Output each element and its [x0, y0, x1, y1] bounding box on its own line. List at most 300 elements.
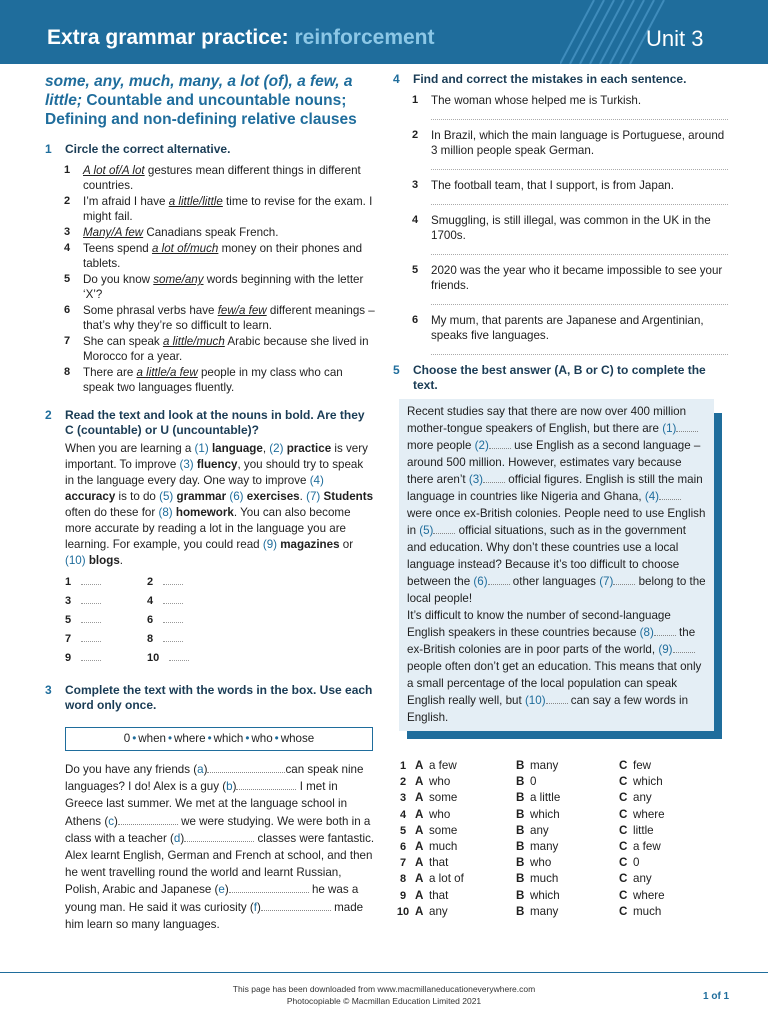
- sentence-text: In Brazil, which the main language is Portuguese, around 3 million people speak German.: [431, 129, 725, 157]
- page-header: [0, 0, 768, 64]
- answer-blank: [163, 622, 183, 623]
- option-letter: A: [415, 807, 424, 821]
- option-letter: C: [619, 791, 628, 805]
- option-text: a few: [633, 839, 661, 853]
- option-letter: A: [415, 888, 424, 902]
- text-run: ,: [262, 442, 270, 455]
- correction-line: [431, 158, 728, 170]
- option-a: [413, 889, 516, 902]
- option-text: 0: [530, 775, 537, 789]
- text-run: is very important. To improve: [65, 442, 368, 471]
- text-run: other languages: [509, 575, 600, 588]
- text-run: he was a young man. He said it was curiosity (: [65, 883, 359, 914]
- item-number: 10: [396, 905, 410, 918]
- option-text: any: [633, 791, 652, 805]
- option-text: a few: [429, 759, 457, 772]
- answer-blank: [546, 694, 568, 704]
- answer-option-row: [393, 872, 728, 888]
- exercise-number: 1: [45, 142, 52, 156]
- text-paragraph: [407, 403, 706, 607]
- item-number: 7: [399, 857, 407, 870]
- item-number: 10: [147, 652, 160, 664]
- option-a: [413, 872, 516, 885]
- item-text-after: different meanings – that’s why they’re so difficult to learn.: [83, 304, 375, 332]
- option-text: little: [633, 823, 654, 837]
- correction-line: [431, 343, 728, 355]
- option-text: who: [429, 807, 451, 821]
- option-a: [413, 759, 516, 772]
- item-number: 5: [399, 824, 407, 837]
- gap-number: f: [253, 900, 258, 914]
- item-number: 5: [64, 273, 71, 285]
- correction-line: [431, 193, 728, 205]
- text-run: .: [299, 490, 307, 503]
- answer-blank: [81, 660, 101, 661]
- option-b: [516, 808, 619, 821]
- item-number: 8: [399, 873, 407, 886]
- answer-blank: [659, 490, 681, 500]
- option-b: [516, 791, 619, 804]
- exercise-instruction: Complete the text with the words in the box. Use each word only once.: [65, 683, 373, 712]
- footer-download-note: This page has been downloaded from www.macmillaneducationeverywhere.com: [232, 984, 536, 994]
- gap-number: (1): [194, 442, 209, 455]
- option-c: [619, 824, 709, 837]
- gap-number: (6): [473, 575, 488, 588]
- exercise-instruction: Circle the correct alternative.: [65, 142, 231, 156]
- item-number: 3: [65, 595, 72, 607]
- item-number: 9: [399, 889, 407, 902]
- answer-blank: [236, 780, 296, 790]
- item-number: 8: [147, 633, 154, 645]
- item-text-after: gestures mean different things in different countries.: [83, 164, 361, 192]
- answer-blank: [654, 626, 676, 636]
- gap-number: (6): [229, 490, 244, 503]
- exercise-1-heading: [45, 142, 375, 157]
- exercise-5-heading: [393, 363, 728, 393]
- sentence-text: The football team, that I support, is from Japan.: [431, 179, 674, 192]
- text-run: more people: [407, 439, 475, 452]
- text-run: ): [232, 780, 237, 794]
- answer-blank: [488, 575, 510, 585]
- option-text: any: [633, 872, 652, 886]
- item-text-after: time to revise for the exam. I might fail.: [83, 195, 373, 223]
- gap-number: e: [218, 883, 225, 897]
- option-text: many: [530, 904, 559, 918]
- list-item: [393, 93, 728, 108]
- option-letter: A: [415, 839, 424, 853]
- list-item: [45, 365, 375, 395]
- option-letter: C: [619, 856, 628, 870]
- text-run: can say a few words in English.: [407, 694, 689, 724]
- gap-number: (10): [65, 554, 86, 567]
- option-text: that: [429, 888, 449, 902]
- text-paragraph: [407, 607, 706, 726]
- option-b: [516, 872, 619, 885]
- item-number: 4: [64, 242, 71, 254]
- item-number: 2: [399, 776, 407, 789]
- exercise-2-heading: [45, 408, 375, 438]
- answer-blank: [81, 622, 101, 623]
- option-c: [619, 840, 709, 853]
- option-b: [516, 824, 619, 837]
- option-c: [619, 759, 709, 772]
- gap-number: (9): [658, 643, 673, 656]
- answer-row: [65, 652, 375, 671]
- option-text: where: [633, 888, 665, 902]
- list-item: [393, 128, 728, 158]
- option-letter: A: [415, 759, 424, 772]
- exercise-3-text: [45, 761, 375, 933]
- answer-cell: [147, 652, 229, 671]
- word-option: when: [138, 732, 166, 745]
- answer-cell: [147, 576, 229, 595]
- gap-number: (3): [468, 473, 484, 486]
- option-text: who: [429, 775, 451, 789]
- answer-option-row: [393, 791, 728, 807]
- option-letter: C: [619, 807, 628, 821]
- page-number: 1 of 1: [703, 991, 730, 1002]
- right-column: [393, 72, 728, 921]
- answer-option-row: [393, 808, 728, 824]
- option-letter: A: [415, 872, 424, 886]
- option-letter: C: [619, 904, 628, 918]
- option-b: [516, 856, 619, 869]
- option-text: who: [530, 856, 552, 870]
- option-letter: B: [516, 775, 525, 789]
- option-b: [516, 759, 619, 772]
- bold-noun: Students: [320, 490, 374, 503]
- option-c: [619, 791, 709, 804]
- footer: [0, 983, 768, 1007]
- exercise-number: 3: [45, 683, 52, 697]
- answer-option-row: [393, 775, 728, 791]
- option-c: [619, 889, 709, 902]
- section-title-rest: Countable and uncountable nouns; Defining and non-defining relative clauses: [45, 92, 357, 128]
- option-letter: B: [516, 872, 525, 886]
- option-letter: B: [516, 823, 525, 837]
- answer-cell: [65, 633, 147, 652]
- option-c: [619, 856, 709, 869]
- exercise-5-text-box: [399, 399, 714, 731]
- option-letter: B: [516, 839, 525, 853]
- gap-number: c: [108, 814, 114, 828]
- item-text-after: words beginning with the letter ‘X’?: [83, 273, 364, 301]
- option-text: where: [633, 807, 665, 821]
- option-text: much: [429, 839, 458, 853]
- item-number: 8: [64, 366, 71, 378]
- alternative-options: a little/a few: [136, 366, 198, 379]
- word-option: whose: [280, 732, 315, 745]
- gap-number: d: [173, 831, 181, 845]
- item-number: 6: [412, 314, 419, 326]
- option-letter: A: [415, 823, 424, 837]
- list-item: [45, 334, 375, 364]
- gap-number: (2): [474, 439, 489, 452]
- text-run: ): [224, 883, 229, 897]
- option-b: [516, 775, 619, 788]
- gap-number: (4): [309, 474, 324, 487]
- header-title-main: Extra grammar practice:: [47, 26, 289, 49]
- option-letter: B: [516, 888, 525, 902]
- left-column: [45, 72, 375, 933]
- list-item: [45, 225, 375, 240]
- footer-copyright: Photocopiable © Macmillan Education Limited 2021: [286, 996, 482, 1006]
- list-item: [393, 313, 728, 343]
- text-run: use English as a second language – around 500 million. However, estimates vary because there aren’t: [407, 439, 701, 486]
- item-number: 2: [147, 576, 154, 588]
- text-run: When you are learning a: [65, 442, 195, 455]
- exercise-1-items: [45, 163, 375, 395]
- item-number: 3: [412, 179, 419, 191]
- exercise-5-answer-options: [393, 759, 728, 921]
- answer-blank: [489, 439, 511, 449]
- text-run: we were studying. We were both in a class with a teacher (: [65, 814, 371, 845]
- item-text-after: money on their phones and tablets.: [83, 242, 363, 270]
- option-letter: C: [619, 872, 628, 886]
- item-number: 1: [399, 760, 407, 772]
- sentence-text: My mum, that parents are Japanese and Argentinian, speaks five languages.: [431, 314, 704, 342]
- gap-number: a: [197, 763, 204, 776]
- bold-noun: grammar: [173, 490, 227, 503]
- alternative-options: Many/A few: [83, 226, 144, 239]
- text-run: classes were fantastic. Alex learnt English, German and French at school, and then he went travelling round the world and learnt Russian, Polish, Arabic and Japanese (: [65, 831, 375, 897]
- option-text: a lot of: [429, 872, 464, 886]
- list-item: [45, 194, 375, 224]
- answer-cell: [147, 614, 229, 633]
- option-text: which: [530, 807, 560, 821]
- list-item: [45, 272, 375, 302]
- option-letter: A: [415, 791, 424, 805]
- gap-number: (8): [158, 506, 173, 519]
- answer-blank: [676, 422, 698, 432]
- sentence-text: Smuggling, is still illegal, was common in the UK in the 1700s.: [431, 214, 711, 242]
- answer-blank: [81, 641, 101, 642]
- word-box: [65, 727, 373, 751]
- item-number: 3: [64, 226, 71, 238]
- answer-cell: [65, 614, 147, 633]
- gap-number: (3): [179, 458, 194, 471]
- item-number: 2: [64, 195, 71, 207]
- item-text-before: Do you know: [83, 273, 154, 286]
- bold-noun: exercises: [243, 490, 300, 503]
- text-run: often do these for: [65, 506, 159, 519]
- answer-blank: [81, 603, 101, 604]
- item-number: 1: [412, 94, 419, 106]
- correction-line: [431, 108, 728, 120]
- bold-noun: blogs: [85, 554, 120, 567]
- bold-noun: practice: [283, 442, 332, 455]
- answer-blank: [229, 883, 309, 893]
- answer-blank: [207, 763, 285, 773]
- unit-label: Unit 3: [646, 26, 704, 51]
- answer-row: [65, 614, 375, 633]
- answer-option-row: [393, 905, 728, 921]
- answer-blank: [483, 473, 505, 483]
- alternative-options: few/a few: [217, 304, 267, 317]
- text-run: official figures. English is still the main language in countries like Nigeria and Ghana,: [407, 473, 703, 503]
- option-text: much: [530, 872, 559, 886]
- option-letter: C: [619, 888, 628, 902]
- option-letter: B: [516, 807, 525, 821]
- bold-noun: accuracy: [65, 490, 116, 503]
- item-number: 1: [64, 164, 71, 176]
- answer-option-row: [393, 759, 728, 775]
- answer-blank: [184, 832, 254, 842]
- item-number: 6: [147, 614, 154, 626]
- answer-cell: [65, 652, 147, 671]
- gap-number: (5): [159, 490, 174, 503]
- option-text: some: [429, 823, 458, 837]
- alternative-options: some/any: [153, 273, 204, 286]
- text-run: ): [113, 814, 118, 828]
- option-letter: B: [516, 791, 525, 805]
- option-letter: A: [415, 904, 424, 918]
- word-option: 0: [123, 732, 131, 745]
- exercise-2-answer-grid: [45, 576, 375, 671]
- list-item: [45, 303, 375, 333]
- option-a: [413, 775, 516, 788]
- option-text: a little: [530, 791, 561, 805]
- text-run: I met in Greece last summer. We met at the language school in Athens (: [65, 780, 348, 828]
- word-option: who: [251, 732, 273, 745]
- text-run: Do you have any friends (: [65, 763, 198, 776]
- option-text: which: [530, 888, 560, 902]
- option-letter: A: [415, 775, 424, 789]
- option-b: [516, 889, 619, 902]
- option-a: [413, 824, 516, 837]
- answer-cell: [65, 576, 147, 595]
- answer-blank: [261, 901, 331, 911]
- text-run: is to do: [115, 490, 160, 503]
- exercise-2-text: [45, 441, 375, 569]
- item-number: 5: [65, 614, 72, 626]
- exercise-number: 2: [45, 408, 52, 422]
- header-title: [47, 26, 435, 50]
- section-title-italic: some, any, much, many, a lot (of), a few, a little;: [45, 73, 353, 109]
- separator-dot: •: [167, 732, 173, 745]
- separator-dot: •: [245, 732, 250, 745]
- exercise-3-heading: [45, 683, 375, 713]
- option-letter: B: [516, 759, 525, 772]
- exercise-4-heading: [393, 72, 728, 87]
- answer-blank: [163, 603, 183, 604]
- option-letter: A: [415, 856, 424, 870]
- text-run: . You can also become more accurate by reading a lot in the language you are learning. For example, you could read: [65, 506, 351, 551]
- option-letter: B: [516, 904, 525, 918]
- exercise-instruction: Read the text and look at the nouns in bold. Are they C (countable) or U (uncountable)?: [65, 408, 365, 437]
- option-text: 0: [633, 856, 640, 870]
- item-number: 3: [399, 792, 407, 805]
- gap-number: (4): [644, 490, 659, 503]
- item-number: 9: [65, 652, 72, 664]
- word-option: where: [174, 732, 206, 745]
- exercise-4-items: [393, 93, 728, 355]
- text-run: Recent studies say that there are now over 400 million mother-tongue speakers of English, but there are: [407, 405, 687, 435]
- text-run: , you should try to speak in the language every day. One way to improve: [65, 458, 364, 487]
- item-number: 5: [412, 264, 419, 276]
- option-text: any: [530, 823, 549, 837]
- option-a: [413, 791, 516, 804]
- option-text: few: [633, 759, 652, 772]
- answer-blank: [81, 584, 101, 585]
- exercise-instruction: Find and correct the mistakes in each sentence.: [413, 72, 687, 86]
- text-run: belong to the local people!: [407, 575, 706, 605]
- bold-noun: language: [208, 442, 263, 455]
- answer-cell: [147, 633, 229, 652]
- answer-blank: [433, 524, 455, 534]
- answer-row: [65, 595, 375, 614]
- answer-blank: [163, 584, 183, 585]
- option-a: [413, 808, 516, 821]
- list-item: [393, 213, 728, 243]
- bold-noun: magazines: [277, 538, 340, 551]
- item-text-before: Some phrasal verbs have: [83, 304, 218, 317]
- item-number: 4: [412, 214, 419, 226]
- option-text: that: [429, 856, 449, 870]
- option-text: some: [429, 791, 458, 805]
- option-text: which: [633, 775, 663, 789]
- item-text-after: Canadians speak French.: [143, 226, 279, 239]
- answer-blank: [613, 575, 635, 585]
- correction-line: [431, 243, 728, 255]
- answer-option-row: [393, 856, 728, 872]
- answer-row: [65, 576, 375, 595]
- item-text-before: There are: [83, 366, 137, 379]
- option-text: any: [429, 904, 448, 918]
- gap-number: (1): [662, 422, 677, 435]
- correction-line: [431, 293, 728, 305]
- option-c: [619, 872, 709, 885]
- list-item: [393, 263, 728, 293]
- text-run: people often don’t get an education. This means that only a small percentage of the local population can speak English really well, but: [407, 660, 702, 707]
- item-number: 6: [399, 840, 407, 853]
- bold-noun: fluency: [193, 458, 238, 471]
- text-run: It’s difficult to know the number of second-language English speakers in these countries because: [407, 609, 671, 639]
- item-text-after: people in my class who can speak two languages fluently.: [83, 366, 343, 394]
- exercise-instruction: Choose the best answer (A, B or C) to complete the text.: [413, 363, 706, 392]
- list-item: [393, 178, 728, 193]
- text-run: made him learn so many languages.: [65, 900, 364, 931]
- gap-number: (10): [524, 694, 546, 707]
- answer-option-row: [393, 889, 728, 905]
- option-c: [619, 775, 709, 788]
- list-item: [45, 241, 375, 271]
- gap-number: (5): [419, 524, 434, 537]
- option-a: [413, 840, 516, 853]
- bold-noun: homework: [172, 506, 234, 519]
- text-run: ): [203, 763, 208, 776]
- text-box-content: [399, 399, 714, 731]
- text-run: official situations, such as in the government and education. Why don’t these countries use a local language instead? Because it’s too difficult to choose between the: [407, 524, 686, 588]
- item-text-after: Arabic because she lived in Morocco for a year.: [83, 335, 369, 363]
- answer-option-row: [393, 840, 728, 856]
- option-text: many: [530, 759, 559, 772]
- gap-number: (7): [306, 490, 321, 503]
- item-number: 6: [64, 304, 71, 316]
- option-a: [413, 905, 516, 918]
- item-number: 4: [399, 808, 407, 821]
- answer-blank: [163, 641, 183, 642]
- sentence-text: 2020 was the year who it became impossible to see your friends.: [431, 264, 723, 292]
- text-run: .: [119, 554, 123, 567]
- sentence-text: The woman whose helped me is Turkish.: [431, 94, 642, 107]
- separator-dot: •: [207, 732, 212, 745]
- separator-dot: •: [132, 732, 137, 745]
- separator-dot: •: [274, 732, 279, 745]
- answer-row: [65, 633, 375, 652]
- item-text-before: I’m afraid I have: [83, 195, 169, 208]
- option-c: [619, 808, 709, 821]
